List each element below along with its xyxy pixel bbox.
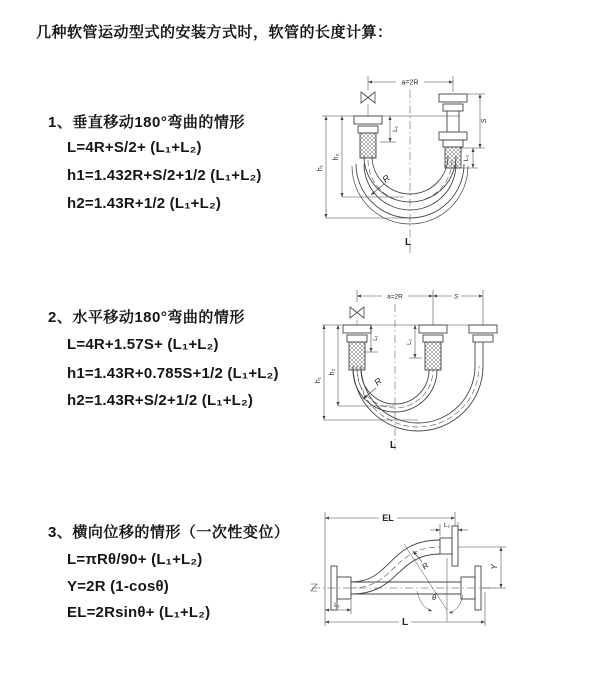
section-1-formula-l: L=4R+S/2+ (L₁+L₂) (67, 139, 202, 156)
upper-flange (440, 526, 458, 566)
dim-label-h2: h₂ (333, 153, 340, 161)
dim-label-l1: L₁ (373, 335, 379, 341)
dim-label-l: L (401, 617, 409, 628)
section-2-formula-l: L=4R+1.57S+ (L₁+L₂) (67, 336, 219, 353)
section-2-formula-h1: h1=1.43R+0.785S+1/2 (L₁+L₂) (67, 365, 279, 382)
section-3-heading: 3、横向位移的情形（一次性变位） (48, 524, 290, 541)
dim-label-l2: L₂ (407, 339, 413, 345)
dim-label-r: R (372, 375, 384, 388)
dim-label-a2r: a=2R (387, 293, 403, 301)
dim-label-r: R (420, 560, 431, 572)
left-flange-pipe (343, 325, 371, 370)
dim-label-l2: L₂ (443, 522, 451, 529)
dim-label-s: S (453, 293, 459, 301)
middle-flange-pipe (419, 325, 447, 370)
section-2-heading: 2、水平移动180°弯曲的情形 (48, 309, 245, 326)
dim-label-l1: L₁ (392, 126, 399, 132)
section-3-formula-y: Y=2R (1-cosθ) (67, 578, 169, 595)
diagram-horizontal-180-bend (308, 280, 593, 472)
dimension-h2 (338, 325, 395, 406)
dim-label-y: Y (490, 564, 499, 570)
break-mark (311, 584, 317, 591)
section-3-formula-el: EL=2Rsinθ+ (L₁+L₂) (67, 604, 211, 621)
dim-label-h1: h₁ (317, 164, 324, 172)
page-title: 几种软管运动型式的安装方式时，软管的长度计算： (36, 24, 393, 41)
section-1-heading: 1、垂直移动180°弯曲的情形 (48, 114, 245, 131)
left-flange-pipe (354, 116, 382, 158)
diagram-vertical-180-bend (308, 68, 593, 264)
angle-construction (404, 544, 463, 622)
hose-u-bend-position-1 (353, 370, 437, 412)
right-flange-pipe (469, 325, 497, 366)
section-2-formula-h2: h2=1.43R+S/2+1/2 (L₁+L₂) (67, 392, 254, 409)
centerline (368, 90, 410, 254)
dim-label-l1: L₁ (334, 602, 340, 609)
dim-label-theta: θ (431, 593, 437, 602)
valve-icon (361, 92, 375, 103)
dimension-a2r-s (357, 290, 483, 325)
dim-label-l: L (404, 237, 412, 248)
section-1-formula-h2: h2=1.43R+1/2 (L₁+L₂) (67, 195, 222, 212)
dim-label-l2: L₂ (463, 154, 470, 162)
dim-label-l: L (389, 440, 397, 451)
dimension-el (325, 512, 455, 626)
valve-icon (350, 307, 364, 318)
hose-u-bend-position-2 (353, 366, 483, 431)
radius-leader-line (371, 184, 384, 195)
dim-label-r: R (380, 172, 392, 185)
section-1-formula-h1: h1=1.432R+S/2+1/2 (L₁+L₂) (67, 167, 262, 184)
dim-label-a2r: a=2R (401, 79, 419, 87)
dim-label-s: S (481, 118, 488, 124)
dim-label-el: EL (382, 513, 394, 523)
dim-label-h1: h₁ (315, 376, 322, 384)
diagram-lateral-displacement (300, 500, 597, 668)
section-3-formula-l: L=πRθ/90+ (L₁+L₂) (67, 551, 203, 568)
dim-label-h2: h₂ (329, 368, 336, 376)
